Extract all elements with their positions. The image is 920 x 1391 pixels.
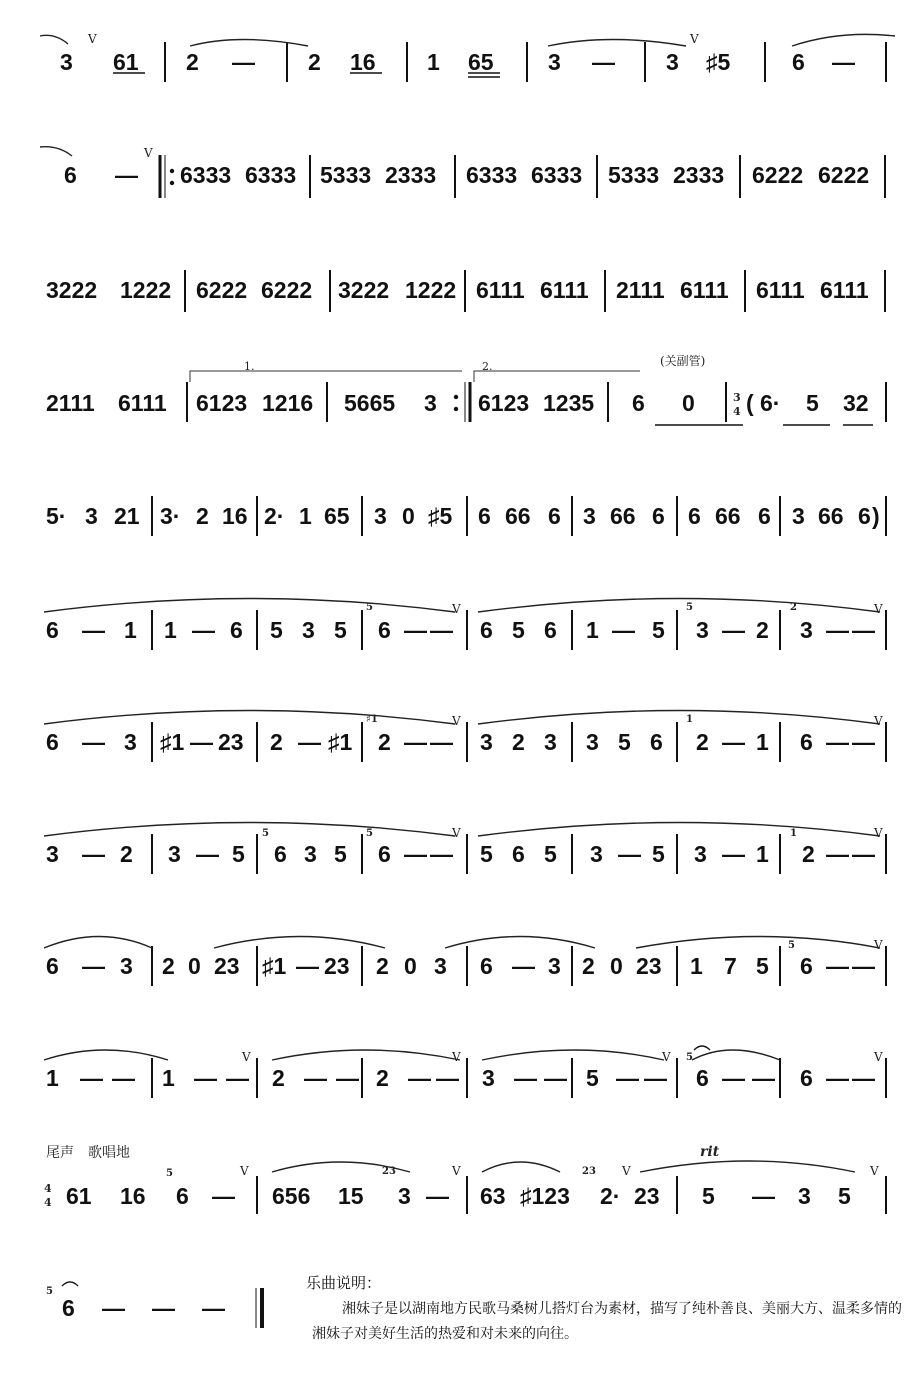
dash: —	[722, 729, 745, 755]
score-row-10	[0, 1064, 920, 1134]
note: ♯5	[428, 503, 453, 529]
note: 6222	[818, 162, 870, 188]
note: 6123	[196, 390, 248, 416]
grace-note: 5	[366, 828, 373, 839]
dash: —	[226, 1065, 249, 1091]
note: 6	[650, 729, 663, 755]
score-row-11	[0, 1182, 920, 1252]
note: 5	[334, 841, 347, 867]
note: 16	[350, 49, 376, 75]
note: 6	[230, 617, 243, 643]
note: 3	[590, 841, 603, 867]
note: 7	[724, 953, 737, 979]
dash: —	[232, 49, 255, 75]
notes-body: 湘妹子是以湖南地方民歌马桑树儿搭灯台为素材，描写了纯朴善良、美丽大方、温柔多情的湘妹子对美好生活的热爱和对未来的向往。	[312, 1301, 902, 1342]
note: 3	[398, 1183, 411, 1209]
note: 3	[544, 729, 557, 755]
note: 3222	[338, 277, 390, 303]
note: 5	[480, 841, 493, 867]
note: 66	[610, 503, 636, 529]
note: 16	[120, 1183, 146, 1209]
dash: —	[80, 1065, 103, 1091]
coda-label: 尾声 歌唱地	[46, 1145, 130, 1161]
volta-2-label: 2.	[482, 360, 493, 373]
note: 3	[424, 390, 437, 416]
note: 3	[480, 729, 493, 755]
notes-title: 乐曲说明：	[306, 1274, 382, 1292]
breath-mark: V	[874, 714, 883, 728]
note: 23	[214, 953, 240, 979]
note: 6·	[760, 390, 781, 416]
note: 3	[120, 953, 133, 979]
note: 6333	[466, 162, 518, 188]
note: 3	[304, 841, 317, 867]
note: 1	[124, 617, 137, 643]
score-row-7	[0, 728, 920, 798]
note: 6	[378, 617, 391, 643]
note: 2	[272, 1065, 285, 1091]
note: ♯1	[262, 953, 287, 979]
grace-note: 5	[46, 1286, 53, 1297]
dash: —	[102, 1295, 125, 1321]
note: 5	[806, 390, 819, 416]
note: 2333	[673, 162, 725, 188]
note: 6	[480, 617, 493, 643]
breath-mark: V	[452, 1050, 461, 1064]
dash: —	[826, 953, 849, 979]
note: 6123	[478, 390, 530, 416]
dash: —	[430, 729, 453, 755]
note: 6111	[540, 277, 589, 303]
note: 23	[218, 729, 244, 755]
note: 3	[583, 503, 596, 529]
note: 1235	[543, 390, 595, 416]
dash: —	[826, 841, 849, 867]
grace-note: 23	[582, 1166, 596, 1177]
note: 3	[548, 953, 561, 979]
note: 5	[652, 841, 665, 867]
note: 3	[302, 617, 315, 643]
dash: —	[722, 1065, 745, 1091]
dash: —	[404, 841, 427, 867]
grace-note: 1	[686, 714, 693, 725]
note: 2	[756, 617, 769, 643]
grace-note: 5	[788, 940, 795, 951]
breath-mark: V	[144, 146, 153, 160]
breath-mark: V	[874, 938, 883, 952]
rest: 0	[610, 953, 623, 979]
note: 6	[544, 617, 557, 643]
note: 5	[512, 617, 525, 643]
grace-note: 5	[262, 828, 269, 839]
note: 3	[800, 617, 813, 643]
score-row-6	[0, 616, 920, 686]
note: 2111	[616, 277, 665, 303]
grace-note: 23	[382, 1166, 396, 1177]
time-sig-4-4-top: 4	[44, 1182, 52, 1195]
note: 5	[232, 841, 245, 867]
note: 2	[308, 49, 321, 75]
note: 65	[324, 503, 350, 529]
note: 1	[756, 729, 769, 755]
paren-open: (	[746, 390, 754, 416]
breath-mark: V	[874, 826, 883, 840]
note: ♯123	[520, 1183, 570, 1209]
note: 6	[800, 729, 813, 755]
dash: —	[752, 1065, 775, 1091]
dash: —	[852, 617, 875, 643]
note: 23	[636, 953, 662, 979]
note: 5665	[344, 390, 396, 416]
note: 2	[378, 729, 391, 755]
note: 2	[186, 49, 199, 75]
note: 1	[162, 1065, 175, 1091]
note: 6333	[531, 162, 583, 188]
note: 61	[113, 49, 139, 75]
note: 1222	[120, 277, 172, 303]
rest: 0	[188, 953, 201, 979]
note: 5	[756, 953, 769, 979]
note: 1	[586, 617, 599, 643]
score-row-5	[0, 502, 920, 572]
grace-note: ♯1	[366, 714, 378, 725]
note: 3	[374, 503, 387, 529]
dash: —	[826, 617, 849, 643]
dash: —	[152, 1295, 175, 1321]
note: 6111	[476, 277, 525, 303]
time-sig-3-4-top: 3	[733, 391, 741, 404]
breath-mark: V	[690, 32, 699, 46]
note: 3	[168, 841, 181, 867]
rest: 0	[402, 503, 415, 529]
score-row-8	[0, 840, 920, 910]
note: 6222	[261, 277, 313, 303]
note: 1	[690, 953, 703, 979]
grace-note: 5	[686, 1052, 693, 1063]
dash: —	[82, 841, 105, 867]
note: 1	[427, 49, 440, 75]
breath-mark: V	[452, 602, 461, 616]
note: 2	[582, 953, 595, 979]
breath-mark: V	[452, 1164, 461, 1178]
dash: —	[618, 841, 641, 867]
note: 656	[272, 1183, 311, 1209]
note: 6	[46, 617, 59, 643]
note: 66	[505, 503, 531, 529]
note: 2333	[385, 162, 437, 188]
note: 23	[634, 1183, 660, 1209]
rest: 0	[404, 953, 417, 979]
breath-mark: V	[874, 602, 883, 616]
note: 3	[46, 841, 59, 867]
dash: —	[115, 162, 138, 188]
note: 1222	[405, 277, 457, 303]
note: 5	[544, 841, 557, 867]
note: 5	[334, 617, 347, 643]
note: 6	[688, 503, 701, 529]
note: 6	[652, 503, 665, 529]
dash: —	[430, 617, 453, 643]
note: 2	[162, 953, 175, 979]
note: 3·	[160, 503, 181, 529]
dash: —	[190, 729, 213, 755]
note: 6222	[196, 277, 248, 303]
dash: —	[336, 1065, 359, 1091]
annotation-guan: (关副管)	[660, 354, 706, 368]
note: 6	[858, 503, 871, 529]
note: 23	[324, 953, 350, 979]
note: 5	[838, 1183, 851, 1209]
note: 3	[586, 729, 599, 755]
note: 6222	[752, 162, 804, 188]
note: 6	[548, 503, 561, 529]
paren-close: )	[872, 503, 880, 529]
grace-note: 5	[686, 602, 693, 613]
rit-label: rit	[700, 1144, 720, 1160]
dash: —	[296, 953, 319, 979]
dash: —	[298, 729, 321, 755]
dash: —	[112, 1065, 135, 1091]
note: 1216	[262, 390, 314, 416]
note: 1	[756, 841, 769, 867]
note: 21	[114, 503, 140, 529]
dash: —	[82, 729, 105, 755]
dash: —	[544, 1065, 567, 1091]
score-row-2	[0, 161, 920, 231]
note: 3222	[46, 277, 98, 303]
note: 16	[222, 503, 248, 529]
note: 3	[696, 617, 709, 643]
note: 5	[652, 617, 665, 643]
breath-mark: V	[240, 1164, 249, 1178]
note: 2	[120, 841, 133, 867]
dash: —	[612, 617, 635, 643]
dash: —	[408, 1065, 431, 1091]
note: 3	[434, 953, 447, 979]
note: 6111	[820, 277, 869, 303]
grace-note: 2	[790, 602, 797, 613]
note: 3	[85, 503, 98, 529]
dash: —	[852, 729, 875, 755]
note: 6	[758, 503, 771, 529]
note: 1	[164, 617, 177, 643]
dash: —	[722, 617, 745, 643]
note: 2	[196, 503, 209, 529]
note: 6	[512, 841, 525, 867]
note: 6	[274, 841, 287, 867]
dash: —	[82, 953, 105, 979]
note: 65	[468, 49, 494, 75]
note: 2	[270, 729, 283, 755]
note: 2	[376, 953, 389, 979]
dash: —	[430, 841, 453, 867]
note: 6	[46, 953, 59, 979]
score-row-9	[0, 952, 920, 1022]
note: 6111	[680, 277, 729, 303]
note: 2111	[46, 390, 95, 416]
note: 61	[66, 1183, 92, 1209]
note: 2	[802, 841, 815, 867]
note: 5	[702, 1183, 715, 1209]
note: 5333	[320, 162, 372, 188]
dash: —	[752, 1183, 775, 1209]
breath-mark: V	[662, 1050, 671, 1064]
dash: —	[304, 1065, 327, 1091]
dash: —	[592, 49, 615, 75]
note: 15	[338, 1183, 364, 1209]
dash: —	[82, 617, 105, 643]
note: 6333	[245, 162, 297, 188]
grace-note: 5	[366, 602, 373, 613]
dash: —	[832, 49, 855, 75]
note: 3	[798, 1183, 811, 1209]
note: 5	[586, 1065, 599, 1091]
dash: —	[212, 1183, 235, 1209]
note: 3	[482, 1065, 495, 1091]
dash: —	[852, 1065, 875, 1091]
note: 6111	[756, 277, 805, 303]
dash: —	[404, 729, 427, 755]
dash: —	[512, 953, 535, 979]
note: 3	[60, 49, 73, 75]
dash: —	[404, 617, 427, 643]
note: 6	[62, 1295, 75, 1321]
note: 6	[176, 1183, 189, 1209]
dash: —	[852, 953, 875, 979]
note: 5	[618, 729, 631, 755]
note: 2·	[600, 1183, 621, 1209]
note: 3	[124, 729, 137, 755]
note: 63	[480, 1183, 506, 1209]
note: 1	[46, 1065, 59, 1091]
note: ♯1	[160, 729, 185, 755]
dash: —	[852, 841, 875, 867]
note: 3	[694, 841, 707, 867]
note: ♯5	[706, 49, 731, 75]
rest: 0	[682, 390, 695, 416]
note: 6	[46, 729, 59, 755]
note: 3	[792, 503, 805, 529]
note: 2	[696, 729, 709, 755]
note: 32	[843, 390, 869, 416]
note: 6333	[180, 162, 232, 188]
note: ♯1	[328, 729, 353, 755]
dash: —	[644, 1065, 667, 1091]
note: 6111	[118, 390, 167, 416]
breath-mark: V	[452, 714, 461, 728]
note: 5333	[608, 162, 660, 188]
breath-mark: V	[622, 1164, 631, 1178]
note: 6	[800, 1065, 813, 1091]
dash: —	[436, 1065, 459, 1091]
grace-note: 1	[790, 828, 797, 839]
grace-note: 5	[166, 1168, 173, 1179]
note: 2	[512, 729, 525, 755]
dash: —	[514, 1065, 537, 1091]
dash: —	[722, 841, 745, 867]
score-row-3	[0, 276, 920, 346]
dash: —	[826, 1065, 849, 1091]
note: 6	[64, 162, 77, 188]
note: 66	[715, 503, 741, 529]
note: 3	[666, 49, 679, 75]
dash: —	[194, 1065, 217, 1091]
note: 6	[800, 953, 813, 979]
note: 6	[696, 1065, 709, 1091]
dash: —	[192, 617, 215, 643]
score-row-4	[0, 389, 920, 459]
dash: —	[202, 1295, 225, 1321]
note: 66	[818, 503, 844, 529]
time-sig-3-4-bottom: 4	[733, 405, 741, 418]
note: 2·	[264, 503, 285, 529]
dash: —	[426, 1183, 449, 1209]
time-sig-4-4-bottom: 4	[44, 1196, 52, 1209]
note: 5	[270, 617, 283, 643]
breath-mark: V	[874, 1050, 883, 1064]
note: 6	[478, 503, 491, 529]
note: 6	[792, 49, 805, 75]
note: 1	[299, 503, 312, 529]
dash: —	[826, 729, 849, 755]
dash: —	[196, 841, 219, 867]
note: 2	[376, 1065, 389, 1091]
note: 3	[548, 49, 561, 75]
note: 6	[632, 390, 645, 416]
note: 6	[480, 953, 493, 979]
volta-1-label: 1.	[244, 360, 255, 373]
note: 6	[378, 841, 391, 867]
breath-mark: V	[88, 32, 97, 46]
breath-mark: V	[242, 1050, 251, 1064]
breath-mark: V	[870, 1164, 879, 1178]
dash: —	[616, 1065, 639, 1091]
note: 5·	[46, 503, 67, 529]
score-row-1	[0, 48, 920, 118]
breath-mark: V	[452, 826, 461, 840]
